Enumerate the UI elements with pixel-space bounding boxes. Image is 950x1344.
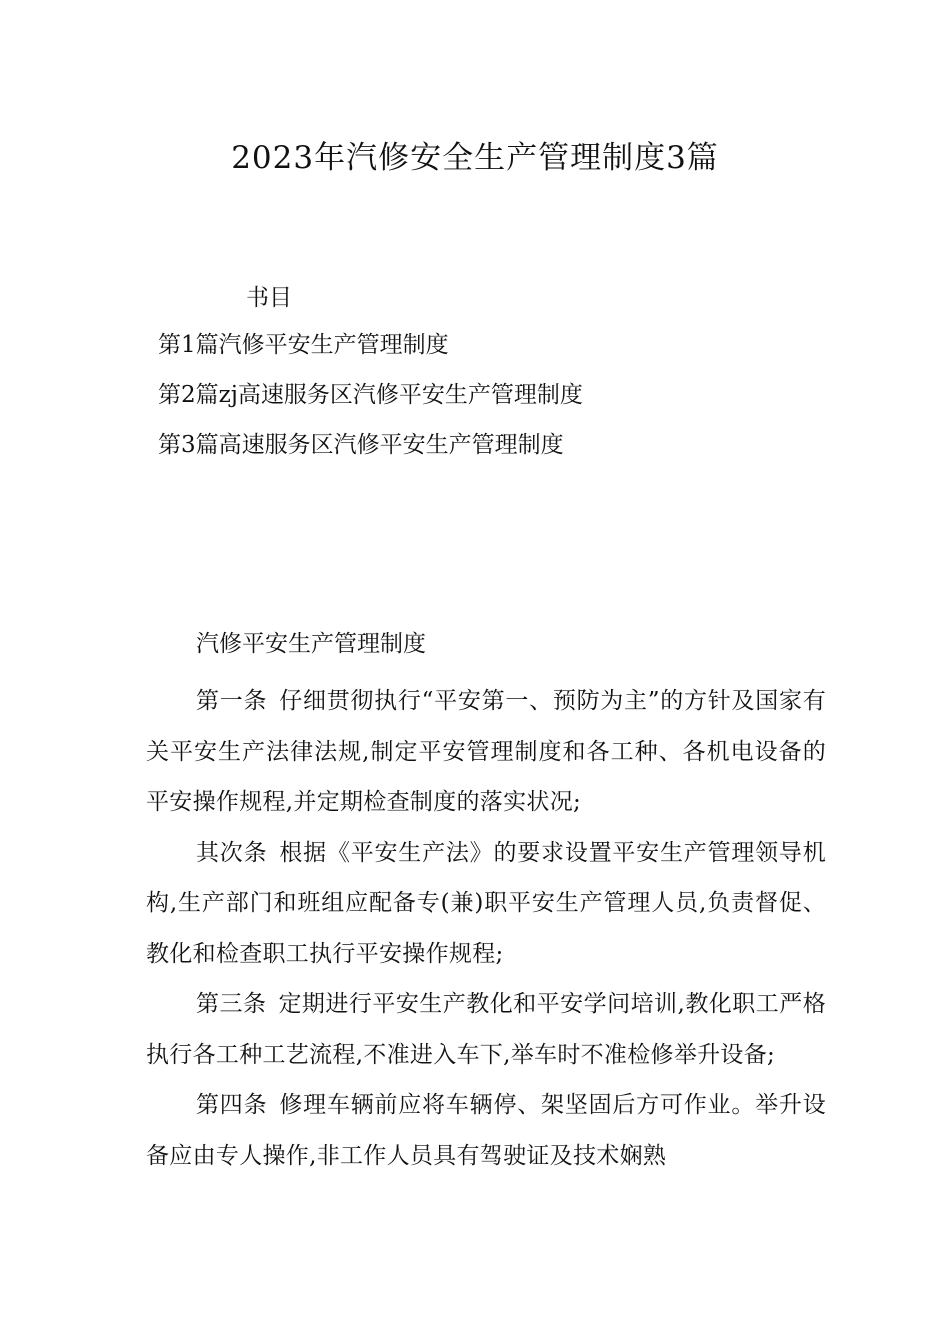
article-1 [146, 676, 826, 828]
document-body [146, 626, 826, 1181]
section-title: 汽修平安生产管理制度 [196, 631, 426, 657]
article-2-lead: 其次条 [196, 839, 268, 866]
article-1-lead: 第一条 [196, 688, 268, 714]
article-4 [146, 1080, 826, 1181]
article-3-text: 定期进行平安生产教化和平安学问培训,教化职工严格执行各工种工艺流程,不准进入车下,举车时不准检修举升设备; [146, 991, 826, 1068]
article-2-text: 根据《平安生产法》的要求设置平安生产管理领导机构,生产部门和班组应配备专(兼)职平安生产管理人员,负责督促、教化和检查职工执行平安操作规程; [146, 839, 826, 967]
article-1-text: 仔细贯彻执行“平安第一、预防为主”的方针及国家有关平安生产法律法规,制定平安管理制度和各工种、各机电设备的平安操作规程,并定期检查制度的落实状况; [146, 688, 826, 815]
document-title: 2023年汽修安全生产管理制度3篇 [231, 140, 719, 176]
toc-item-1: 第1篇汽修平安生产管理制度 [158, 332, 449, 358]
table-of-contents [158, 328, 583, 478]
article-4-text: 修理车辆前应将车辆停、架坚固后方可作业。举升设备应由专人操作,非工作人员具有驾驶证及技术娴熟 [146, 1092, 826, 1169]
toc-item-2: 第2篇zj高速服务区汽修平安生产管理制度 [158, 382, 583, 408]
article-3 [146, 979, 826, 1080]
toc-heading: 书目 [246, 285, 292, 311]
article-2 [146, 828, 826, 980]
article-3-lead: 第三条 [196, 991, 267, 1017]
article-4-lead: 第四条 [196, 1092, 268, 1118]
toc-item-3: 第3篇高速服务区汽修平安生产管理制度 [158, 432, 564, 458]
